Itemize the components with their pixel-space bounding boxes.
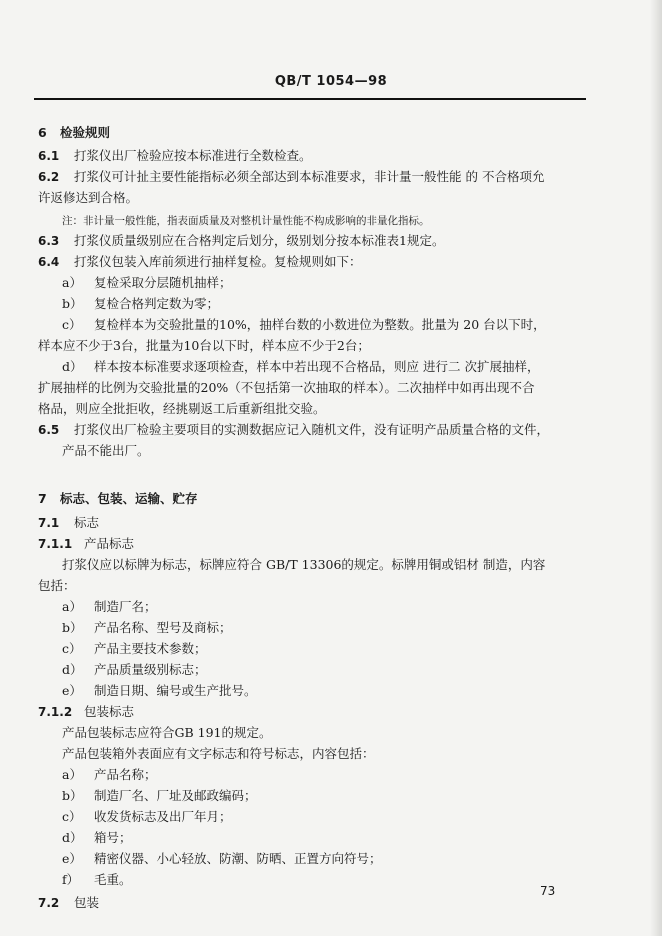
list-item: b） 产品名称、型号及商标； <box>62 620 232 635</box>
clause-6-5: 6.5 打浆仪出厂检验主要项目的实测数据应记入随机文件，没有证明产品质量合格的文件， <box>38 422 550 437</box>
list-item: d） 产品质量级别标志； <box>62 662 207 677</box>
section-6-title: 6 检验规则 <box>38 125 111 140</box>
page-number: 73 <box>540 884 556 898</box>
clause-6-note: 注：非计量一般性能，指表面质量及对整机计量性能不构成影响的非量化指标。 <box>62 215 430 227</box>
list-item: f） 毛重。 <box>62 872 132 887</box>
section-7-title: 7 标志、包装、运输、贮存 <box>38 491 198 506</box>
list-item: c） 产品主要技术参数； <box>62 641 207 656</box>
list-item: a） 产品名称； <box>62 767 157 782</box>
clause-7-1-1-para: 打浆仪应以标牌为标志，标牌应符合 GB/T 13306的规定。标牌用铜或铝材 制造，内容 <box>62 557 546 572</box>
clause-6-2-cont: 许返修达到合格。 <box>38 190 139 205</box>
list-item: d） 样本按本标准要求逐项检查，样本中若出现不合格品，则应 进行二 次扩展抽样， <box>62 359 540 374</box>
clause-6-3: 6.3 打浆仪质量级别应在合格判定后划分，级别划分按本标准表1规定。 <box>38 233 445 248</box>
header-rule <box>34 98 586 100</box>
list-item: a） 制造厂名； <box>62 599 157 614</box>
clause-6-5-cont: 产品不能出厂。 <box>62 443 150 458</box>
clause-7-1-2-para: 产品包装标志应符合GB 191的规定。 <box>62 725 272 740</box>
scan-edge-shadow <box>650 0 662 936</box>
list-item: d） 箱号； <box>62 830 132 845</box>
list-item-cont: 样本应不少于3台，批量为10台以下时，样本应不少于2台； <box>38 338 370 353</box>
clause-7-2: 7.2 包装 <box>38 895 100 910</box>
clause-7-1-2: 7.1.2 包装标志 <box>38 704 135 719</box>
list-item-cont: 格品，则应全批拒收，经挑剔返工后重新组批交验。 <box>38 401 326 416</box>
list-item: a） 复检采取分层随机抽样； <box>62 275 232 290</box>
list-item-cont: 扩展抽样的比例为交验批量的20%（不包括第一次抽取的样本）。二次抽样中如再出现不合 <box>38 380 535 395</box>
clause-7-1: 7.1 标志 <box>38 515 100 530</box>
clause-6-1: 6.1 打浆仪出厂检验应按本标准进行全数检查。 <box>38 148 312 163</box>
clause-7-1-1: 7.1.1 产品标志 <box>38 536 135 551</box>
clause-6-2: 6.2 打浆仪可计扯主要性能指标必须全部达到本标准要求，非计量一般性能 的 不合格项允 <box>38 169 545 184</box>
clause-7-1-2-para: 产品包装箱外表面应有文字标志和符号标志，内容包括： <box>62 746 375 761</box>
list-item: e） 制造日期、编号或生产批号。 <box>62 683 257 698</box>
standard-code-header: QB/T 1054—98 <box>274 74 388 89</box>
list-item: c） 收发货标志及出厂年月； <box>62 809 232 824</box>
clause-7-1-1-para-cont: 包括： <box>38 578 76 593</box>
list-item: e） 精密仪器、小心轻放、防潮、防晒、正置方向符号； <box>62 851 382 866</box>
list-item: c） 复检样本为交验批量的10%，抽样台数的小数进位为整数。批量为 20 台以下时， <box>62 317 546 332</box>
clause-6-4: 6.4 打浆仪包装入库前须进行抽样复检。复检规则如下： <box>38 254 362 269</box>
list-item: b） 制造厂名、厂址及邮政编码； <box>62 788 257 803</box>
list-item: b） 复检合格判定数为零； <box>62 296 220 311</box>
